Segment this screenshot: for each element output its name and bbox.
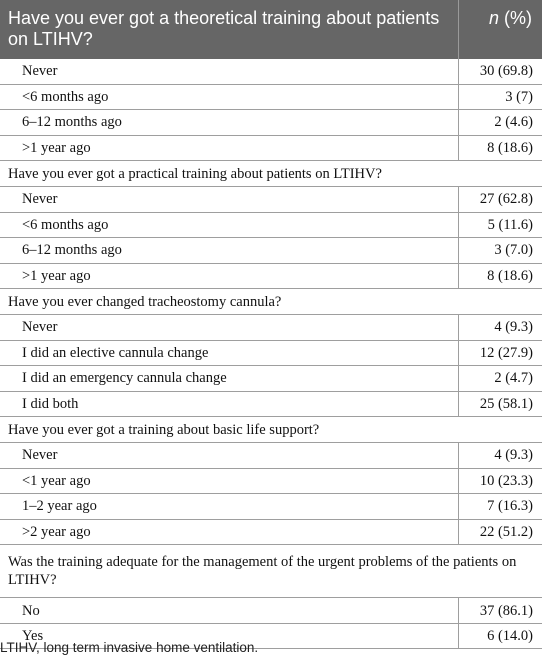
table-row bbox=[0, 494, 542, 520]
table-row bbox=[0, 110, 542, 136]
question-text: Have you ever got a practical training about patients on LTIHV? bbox=[0, 161, 542, 187]
option-label: 6–12 months ago bbox=[0, 110, 458, 136]
table-row bbox=[0, 135, 542, 161]
table-footnote: LTIHV, long term invasive home ventilation. bbox=[0, 640, 259, 655]
question-text: Have you ever got a training about basic life support? bbox=[0, 417, 542, 443]
option-label: >1 year ago bbox=[0, 263, 458, 289]
option-label: I did an elective cannula change bbox=[0, 340, 458, 366]
table-row bbox=[0, 468, 542, 494]
option-value: 8 (18.6) bbox=[458, 135, 542, 161]
option-label: Yes bbox=[0, 623, 458, 649]
option-label: Never bbox=[0, 186, 458, 212]
table-row bbox=[0, 59, 542, 84]
question-row bbox=[0, 289, 542, 315]
option-label: >2 year ago bbox=[0, 519, 458, 545]
option-label: No bbox=[0, 598, 458, 624]
table-row bbox=[0, 519, 542, 545]
header-n-pct-cell bbox=[458, 0, 542, 59]
option-value: 25 (58.1) bbox=[458, 391, 542, 417]
table-row bbox=[0, 314, 542, 340]
header-question-cell: Have you ever got a theoretical training about patients on LTIHV? bbox=[0, 0, 458, 59]
table-row bbox=[0, 238, 542, 264]
option-value: 37 (86.1) bbox=[458, 598, 542, 624]
question-text: Was the training adequate for the management of the urgent problems of the patients on LTIHV? bbox=[0, 545, 542, 598]
option-label: <6 months ago bbox=[0, 212, 458, 238]
option-value: 4 (9.3) bbox=[458, 314, 542, 340]
option-value: 3 (7) bbox=[458, 84, 542, 110]
option-value: 6 (14.0) bbox=[458, 623, 542, 649]
question-row bbox=[0, 161, 542, 187]
table-row bbox=[0, 340, 542, 366]
option-label: Never bbox=[0, 442, 458, 468]
table-row bbox=[0, 212, 542, 238]
table-row bbox=[0, 84, 542, 110]
option-label: <6 months ago bbox=[0, 84, 458, 110]
option-value: 2 (4.7) bbox=[458, 366, 542, 392]
option-label: 1–2 year ago bbox=[0, 494, 458, 520]
question-text: Have you ever changed tracheostomy cannula? bbox=[0, 289, 542, 315]
option-label: Never bbox=[0, 59, 458, 84]
table-row bbox=[0, 186, 542, 212]
question-row bbox=[0, 417, 542, 443]
option-value: 5 (11.6) bbox=[458, 212, 542, 238]
option-label: <1 year ago bbox=[0, 468, 458, 494]
option-value: 2 (4.6) bbox=[458, 110, 542, 136]
table-body bbox=[0, 59, 542, 649]
option-label: Never bbox=[0, 314, 458, 340]
option-value: 10 (23.3) bbox=[458, 468, 542, 494]
table-header bbox=[0, 0, 542, 59]
option-value: 4 (9.3) bbox=[458, 442, 542, 468]
option-value: 8 (18.6) bbox=[458, 263, 542, 289]
question-row bbox=[0, 545, 542, 598]
header-row bbox=[0, 0, 542, 59]
table-row bbox=[0, 391, 542, 417]
header-n-label: n bbox=[488, 8, 499, 28]
option-label: I did both bbox=[0, 391, 458, 417]
header-pct-label: (%) bbox=[499, 8, 532, 28]
option-value: 12 (27.9) bbox=[458, 340, 542, 366]
option-value: 22 (51.2) bbox=[458, 519, 542, 545]
option-value: 7 (16.3) bbox=[458, 494, 542, 520]
option-value: 3 (7.0) bbox=[458, 238, 542, 264]
table-row bbox=[0, 442, 542, 468]
option-label: >1 year ago bbox=[0, 135, 458, 161]
option-value: 30 (69.8) bbox=[458, 59, 542, 84]
table-row bbox=[0, 366, 542, 392]
table-row bbox=[0, 263, 542, 289]
table-row bbox=[0, 598, 542, 624]
option-label: 6–12 months ago bbox=[0, 238, 458, 264]
option-value: 27 (62.8) bbox=[458, 186, 542, 212]
option-label: I did an emergency cannula change bbox=[0, 366, 458, 392]
